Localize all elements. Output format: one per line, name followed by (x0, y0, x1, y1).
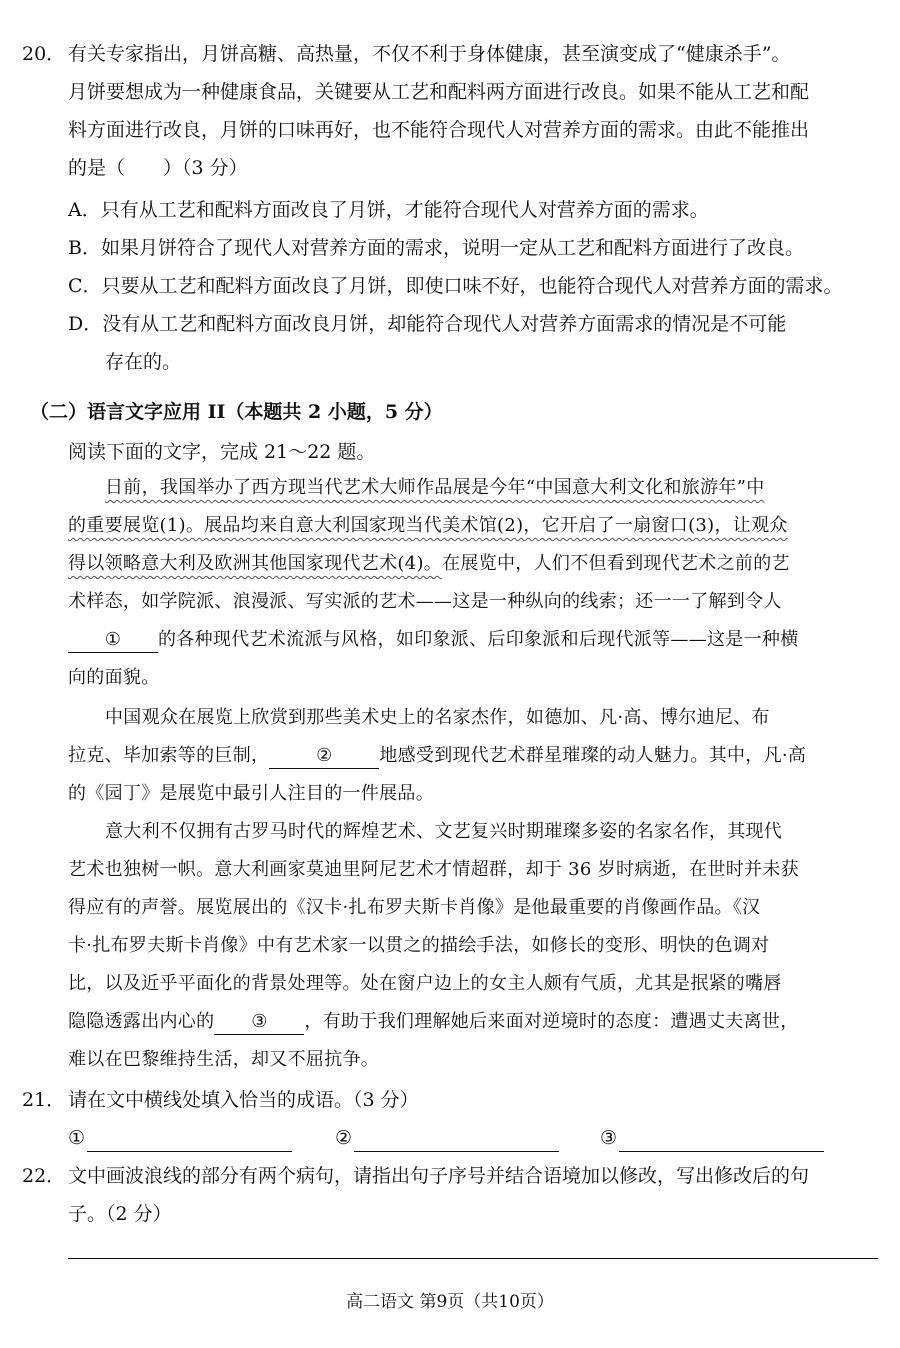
passage-p3-line-3: 得应有的声誉。展览展出的《汉卡·扎布罗夫斯卡肖像》是他最重要的肖像画作品。《汉 (68, 897, 761, 918)
q20-option-d: D．没有从工艺和配料方面改良月饼，却能符合现代人对营养方面需求的情况是不可能 (68, 313, 787, 335)
q20-number: 20． (22, 43, 66, 65)
q20-option-d-continued: 存在的。 (105, 351, 182, 373)
q22-number: 22． (22, 1165, 66, 1187)
passage-p1-line-5: ① 的各种现代艺术流派与风格，如印象派、后印象派和后现代派等——这是一种横 (68, 626, 799, 654)
blank-3: ③ (214, 1010, 304, 1035)
passage-p1-line-4: 术样态，如学院派、浪漫派、写实派的艺术——这是一种纵向的线索；还一一了解到令人 (68, 591, 782, 612)
q21-answer-3[interactable]: ③ (600, 1124, 824, 1152)
passage-p2-line-3: 的《园丁》是展览中最引人注目的一件展品。 (68, 783, 434, 804)
section-heading: （二）语言文字应用 II（本题共 2 小题，5 分） (30, 401, 443, 423)
q21-answer-2[interactable]: ② (335, 1124, 559, 1152)
q21-answer-1[interactable]: ① (68, 1124, 292, 1152)
passage-p3-line-1: 意大利不仅拥有古罗马时代的辉煌艺术、文艺复兴时期璀璨多姿的名家名作，其现代 (105, 821, 783, 842)
passage-p3-line-4: 卡·扎布罗夫斯卡肖像》中有艺术家一以贯之的描绘手法，如修长的变形、明快的色调对 (68, 935, 770, 956)
blank-1: ① (68, 628, 158, 653)
q21-number: 21． (22, 1089, 66, 1111)
q20-option-a: A．只有从工艺和配料方面改良了月饼，才能符合现代人对营养方面的需求。 (68, 199, 709, 221)
q22-line-1: 文中画波浪线的部分有两个病句，请指出句子序号并结合语境加以修改，写出修改后的句 (68, 1165, 810, 1187)
passage-p3-line-7: 难以在巴黎维持生活，却又不屈抗争。 (68, 1049, 380, 1070)
passage-p3-line-5: 比，以及近乎平面化的背景处理等。处在窗户边上的女主人颇有气质，尤其是抿紧的嘴唇 (68, 973, 782, 994)
q20-stem-line-4: 的是（ ）（3 分） (68, 157, 248, 179)
q22-line-2: 子。（2 分） (68, 1203, 172, 1225)
q20-stem-line-2: 月饼要想成为一种健康食品，关键要从工艺和配料两方面进行改良。如果不能从工艺和配 (68, 81, 810, 103)
q20-stem-line-3: 料方面进行改良，月饼的口味再好，也不能符合现代人对营养方面的需求。由此不能推出 (68, 119, 810, 141)
q20-option-c: C．只要从工艺和配料方面改良了月饼，即使口味不好，也能符合现代人对营养方面的需求。 (68, 275, 843, 297)
answer-line-2[interactable] (354, 1129, 559, 1152)
passage-p2-line-2: 拉克、毕加索等的巨制， ② 地感受到现代艺术群星璀璨的动人魅力。其中，凡·高 (68, 742, 806, 770)
q20-option-b: B．如果月饼符合了现代人对营养方面的需求，说明一定从工艺和配料方面进行了改良。 (68, 237, 804, 259)
passage-p3-line-2: 艺术也独树一帜。意大利画家莫迪里阿尼艺术才情超群，却于 36 岁时病逝，在世时并未获 (68, 859, 799, 880)
passage-p1-line-3: 得以领略意大利及欧洲其他国家现代艺术(4)。在展览中，人们不但看到现代艺术之前的艺 (68, 553, 790, 574)
passage-p3-line-6: 隐隐透露出内心的 ③ ，有助于我们理解她后来面对逆境时的态度：遭遇丈夫离世， (68, 1008, 799, 1036)
passage-p1-line-1: 日前，我国举办了西方现当代艺术大师作品展是今年“中国意大利文化和旅游年”中 (105, 477, 765, 498)
page-footer: 高二语文 第9页（共10页） (346, 1292, 554, 1312)
section-instruction: 阅读下面的文字，完成 21～22 题。 (68, 441, 376, 463)
passage-p1-line-2: 的重要展览(1)。展品均来自意大利国家现当代美术馆(2)，它开启了一扇窗口(3)，让观众 (68, 515, 788, 536)
answer-line-3[interactable] (619, 1129, 824, 1152)
answer-line-1[interactable] (87, 1129, 292, 1152)
q20-stem-line-1: 有关专家指出，月饼高糖、高热量，不仅不利于身体健康，甚至演变成了“健康杀手”。 (68, 43, 791, 65)
answer-rule-line[interactable] (68, 1258, 878, 1259)
q21-text: 请在文中横线处填入恰当的成语。（3 分） (68, 1089, 419, 1111)
passage-p2-line-1: 中国观众在展览上欣赏到那些美术史上的名家杰作，如德加、凡·高、博尔迪尼、布 (105, 707, 770, 728)
blank-2: ② (269, 744, 379, 769)
passage-p1-line-6: 向的面貌。 (68, 667, 160, 688)
